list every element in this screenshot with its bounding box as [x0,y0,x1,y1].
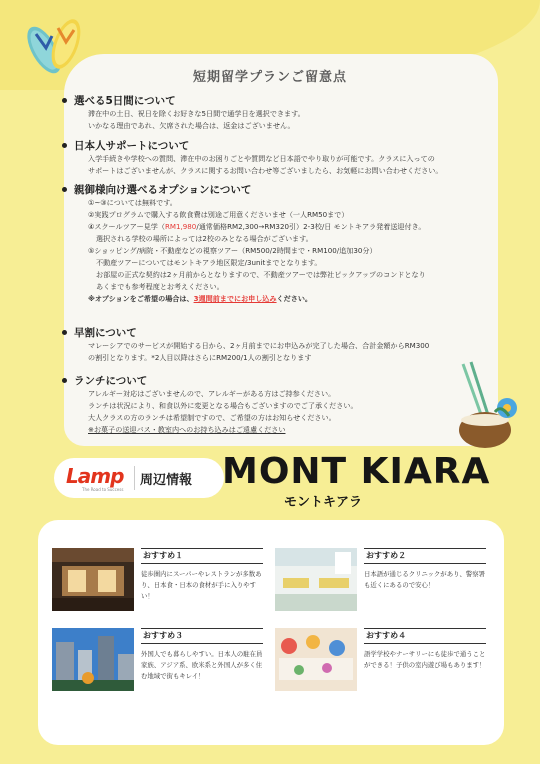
section-title: 親御様向け選べるオプションについて [60,183,480,197]
lamp-logo-tagline: The Road to Success [82,487,124,492]
recommendation-text: 徒歩圏内にスーパーやレストランが多数あり、日本食・日本の食材が手に入りやすい！ [141,570,262,600]
recommendation-label: おすすめ３ [141,628,263,644]
clinic-photo [275,548,357,611]
body-line-part: ④スクールツアー見学（ [88,222,165,231]
body-line-part: ください。 [276,294,313,303]
section-title: 日本人サポートについて [60,139,480,153]
body-line: 滞在中の土日、祝日を除くお好きな5日間で通学日を選択できます。 [88,109,305,118]
body-line: 不動産ツアーについてはモントキアラ地区限定/3unitまでとなります。 [96,258,322,267]
notice-title: 短期留学プランご留意点 [192,70,347,85]
body-line: アレルギー対応はございませんので、アレルギーがある方はご持参ください。 [88,389,336,398]
body-line: サポートはございませんが、クラスに関するお問い合わせ等ございましたら、お気軽にお問い合わせください。 [88,166,443,175]
body-line: 入学手続きや学校への質問、滞在中のお困りごとや質問など日本語でやり取りが可能です。クラスに入っての [88,154,435,163]
body-line: ①~③については無料です。 [88,198,177,207]
recommendation-text: 語学学校やナーサリーにも徒歩で通うことができる！子供の室内遊び場もあります！ [364,650,486,669]
body-line: 大人クラスの方のランチは希望制ですので、ご希望の方はお知らせください。 [88,413,336,422]
recommendation-label: おすすめ２ [364,548,486,564]
section-5days [60,94,480,132]
lamp-logo: Lamp [66,464,124,488]
recommendation-label: おすすめ４ [364,628,486,644]
city-photo [52,628,134,691]
kids-play-photo [275,628,357,691]
section-lunch [60,374,480,436]
area-title: MONT KIARA [222,451,491,492]
section-japanese-support [60,139,480,177]
section-title: ランチについて [60,374,480,388]
body-line: ランチは状況により、和食以外に変更となる場合もございますのでご了承ください。 [88,401,358,410]
body-line: マレーシアでのサービスが開始する日から、2ヶ月前までにお申込みが完了した場合、合計金額からRM300 [88,341,430,350]
body-line: 選択される学校の場所によっては2校のみとなる場合がございます。 [96,234,313,243]
section-early-discount [60,326,480,364]
body-line: ⑤ショッピング/病院・不動産などの視察ツアー（RM500/2時間まで・RM100/追加30分） [88,246,377,255]
body-line [60,293,480,305]
deadline-highlight: 3週間前までにお申し込み [193,294,277,303]
body-line: あくまでも参考程度とお考えください。 [96,282,224,291]
area-info-label: 周辺情報 [140,473,193,488]
body-line [60,221,480,233]
body-line: お部屋の正式な契約は2ヶ月前からとなりますので、不動産ツアーでは弊社ピックアップのコンドとなり [96,270,426,279]
body-line: ※お菓子の送迎バス・教室内へのお持ち込みはご遠慮ください [88,425,286,434]
divider [134,466,135,490]
body-line: いかなる理由であれ、欠席された場合は、返金はございません。 [88,121,295,130]
section-title: 早割について [60,326,480,340]
body-line: ②実践プログラムで購入する飲食費は別途ご用意くださいませ（一人RM50まで） [88,210,349,219]
restaurant-photo [52,548,134,611]
section-parent-options [60,183,480,305]
recommendation-text: 外国人でも暮らしやすい。日本人の駐在員家族、アジア系、欧米系と外国人が多く住む地域で街もキレイ！ [141,650,263,680]
body-line: の割引となります。*2人目以降はさらにRM200/1人の割引となります [88,353,312,362]
coconut-drink-icon [455,360,525,450]
body-line-part: /通常価格RM2,300→RM320引）2-3校/日 モントキアラ発着送迎付き。 [196,222,426,231]
body-line-part: ※オプションをご希望の場合は、 [88,294,194,303]
recommendation-label: おすすめ１ [141,548,263,564]
price-highlight: RM1,980 [164,222,197,231]
recommendation-text: 日本語が通じるクリニックがあり、警察署も近くにあるので安心！ [364,570,486,589]
section-title: 選べる5日間について [60,94,480,108]
area-subtitle: モントキアラ [284,495,363,510]
